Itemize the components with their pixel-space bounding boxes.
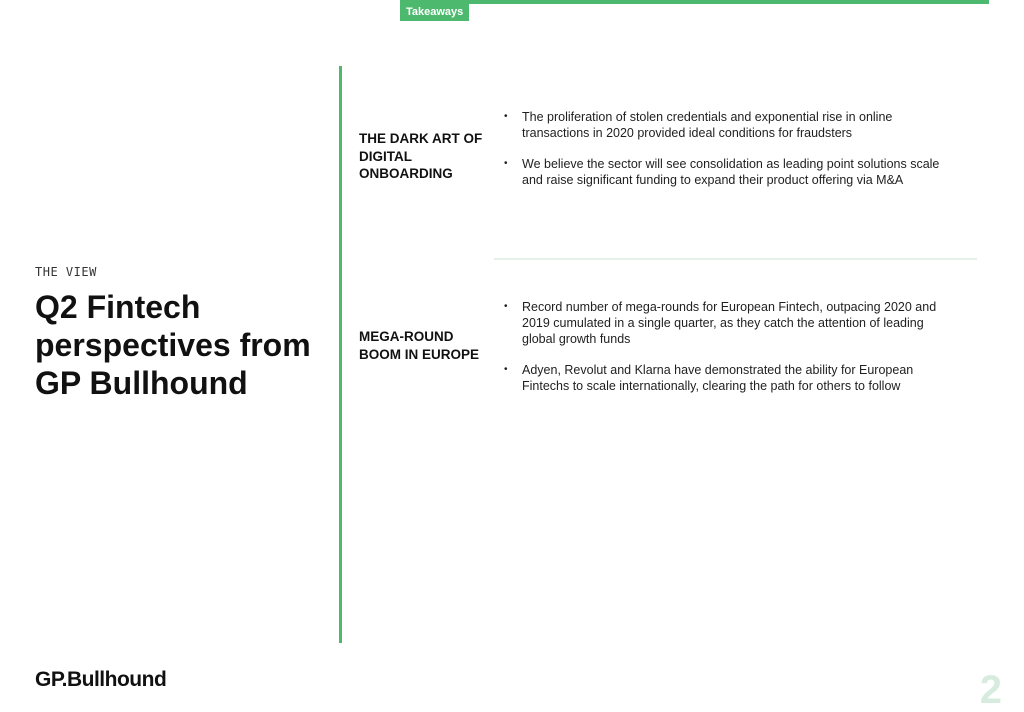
vertical-divider — [339, 66, 342, 643]
company-logo: GP.Bullhound — [35, 668, 167, 691]
section-title-mega-round: MEGA-ROUND BOOM IN EUROPE — [359, 329, 480, 362]
top-accent-rule — [400, 0, 989, 4]
bullet-item: • Adyen, Revolut and Klarna have demonstrated the ability for European Fintechs to scale internationally, clearing the path for others to follow — [503, 362, 953, 394]
bullet-item: • The proliferation of stolen credentials and exponential rise in online transactions in 2020 provided ideal conditions for fraudsters — [503, 109, 953, 141]
section-tab-takeaways: Takeaways — [400, 0, 469, 21]
bullet-item: • Record number of mega-rounds for European Fintech, outpacing 2020 and 2019 cumulated in a single quarter, as they catch the attention of leading global growth funds — [503, 299, 953, 347]
bullet-item: • We believe the sector will see consolidation as leading point solutions scale and raise significant funding to expand their product offering via M&A — [503, 156, 953, 188]
page-number: 2 — [979, 668, 1002, 712]
page-title: Q2 Fintech perspectives from GP Bullhound — [35, 289, 311, 401]
section-title-digital-onboarding: THE DARK ART OF DIGITAL ONBOARDING — [359, 131, 483, 181]
section-divider — [494, 258, 977, 260]
bullet-list-mega-round — [503, 299, 953, 409]
eyebrow-label: THE VIEW — [35, 265, 97, 279]
bullet-list-digital-onboarding — [503, 109, 953, 203]
